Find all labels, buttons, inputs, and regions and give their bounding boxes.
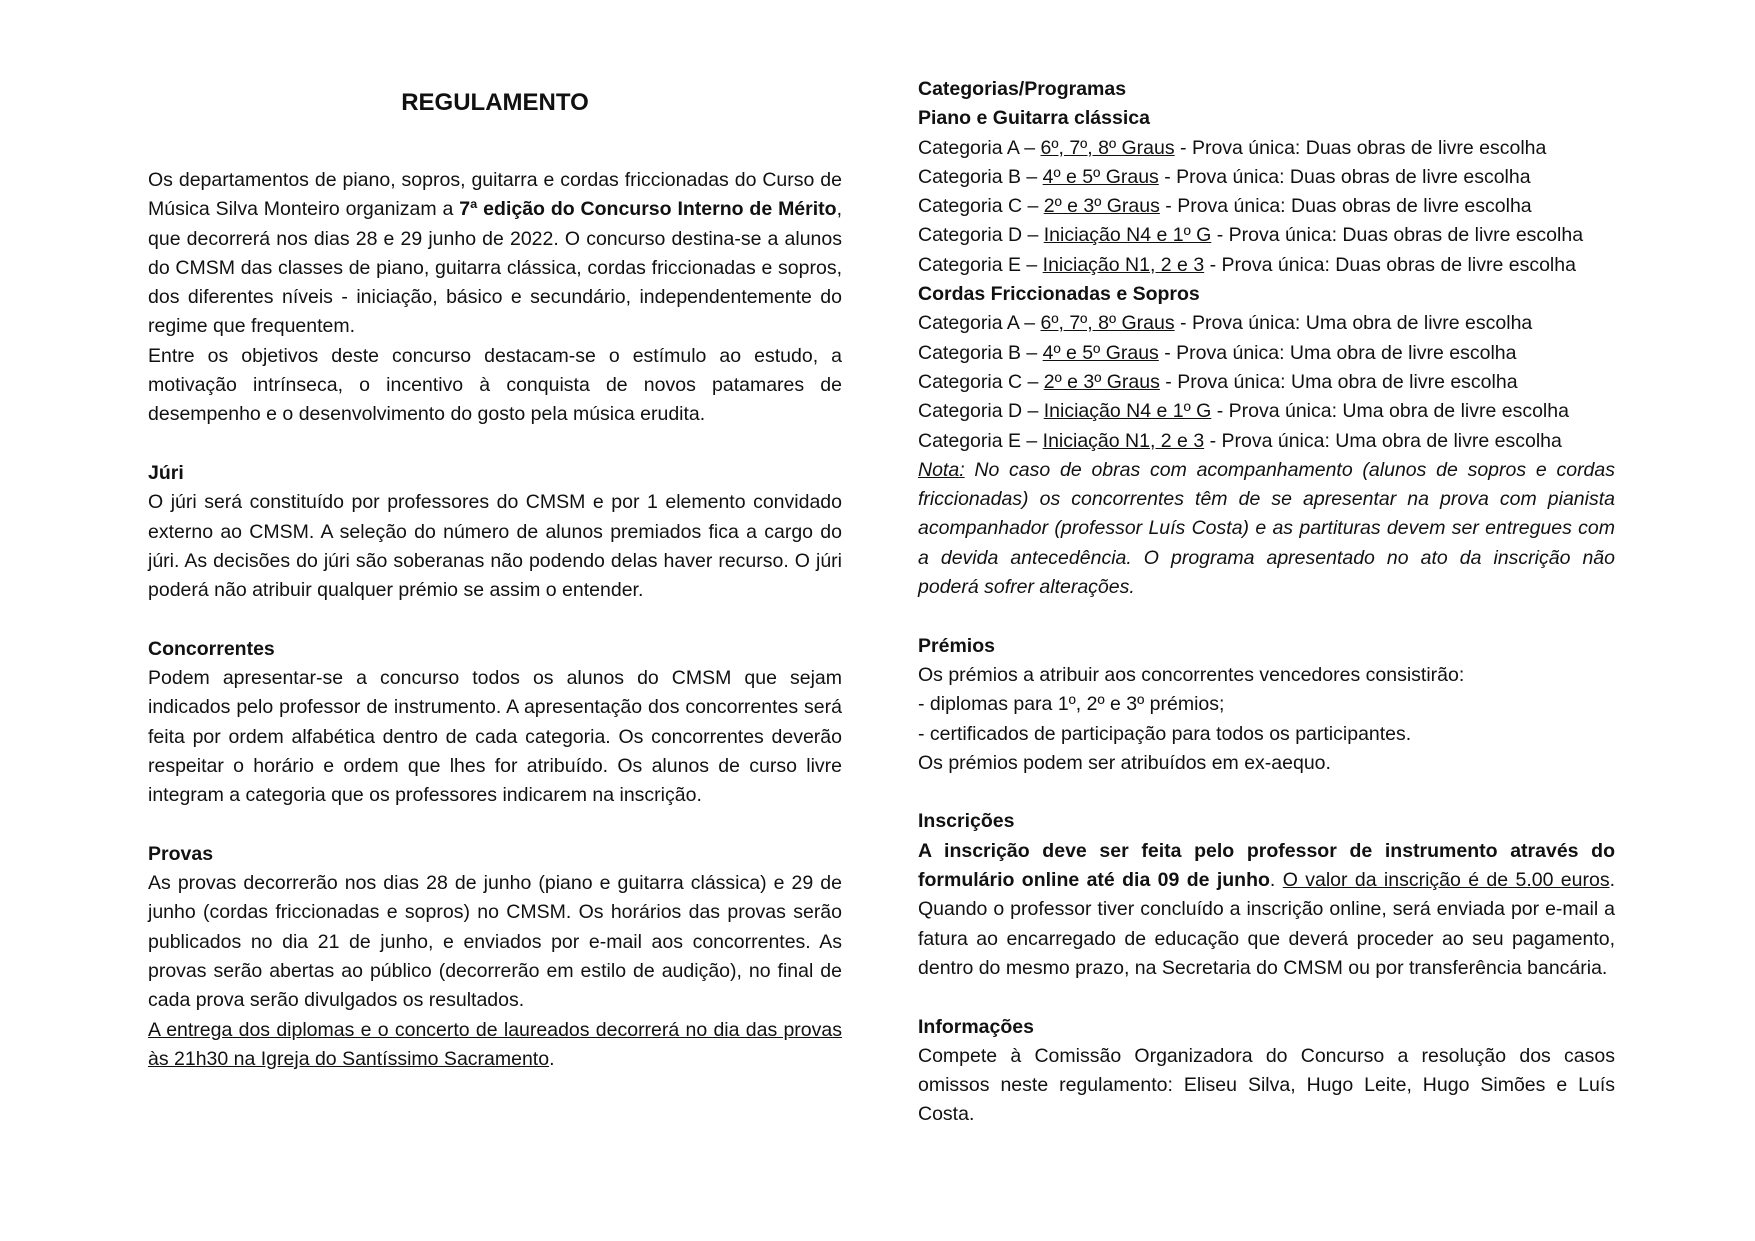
premios-line: - certificados de participação para todos os participantes. [918, 722, 1412, 745]
premios-heading: Prémios [918, 634, 995, 657]
objectives-paragraph: Entre os objetivos deste concurso destacam-se o estímulo ao estudo, a motivação intrínseca, o incentivo à conquista de novos patamares de desempenho e o desenvolvimento do gosto pela música erudita. [148, 344, 842, 426]
informacoes-heading: Informações [918, 1015, 1034, 1038]
piano-category-list [918, 134, 1615, 280]
premios-line: Os prémios a atribuir aos concorrentes vencedores consistirão: [918, 663, 1465, 686]
right-column [918, 75, 1615, 1130]
category-level: 4º e 5º Graus [1042, 165, 1159, 188]
category-line: Categoria D – Iniciação N4 e 1º G - Prova única: Uma obra de livre escolha [918, 400, 1569, 423]
page-title: REGULAMENTO [401, 89, 589, 116]
category-line: Categoria B – 4º e 5º Graus - Prova única: Uma obra de livre escolha [918, 341, 1517, 364]
categorias-heading: Categorias/Programas [918, 78, 1127, 100]
category-level: Iniciação N4 e 1º G [1043, 400, 1212, 423]
category-level: 6º, 7º, 8º Graus [1040, 312, 1175, 335]
category-level: Iniciação N4 e 1º G [1043, 224, 1212, 247]
premios-line: Os prémios podem ser atribuídos em ex-aequo. [918, 751, 1331, 774]
category-line: Categoria C – 2º e 3º Graus - Prova única: Duas obras de livre escolha [918, 195, 1532, 218]
fee-underlined: O valor da inscrição é de 5.00 euros [1282, 869, 1610, 892]
category-level: Iniciação N1, 2 e 3 [1042, 429, 1205, 452]
category-level: Iniciação N1, 2 e 3 [1042, 253, 1205, 276]
category-line: Categoria A – 6º, 7º, 8º Graus - Prova única: Duas obras de livre escolha [918, 136, 1547, 159]
concorrentes-heading: Concorrentes [148, 637, 275, 660]
category-line: Categoria A – 6º, 7º, 8º Graus - Prova única: Uma obra de livre escolha [918, 312, 1533, 335]
category-level: 2º e 3º Graus [1043, 370, 1160, 393]
inscricoes-text: A inscrição deve ser feita pelo professor de instrumento através do formulário online até dia 09 de junho. O valor da inscrição é de 5.00 euros. Quando o professor tiver concluído a inscrição online, será enviada por e-mail a fatura ao encarregado de educação que deverá proceder ao seu pagamento, dentro do mesmo prazo, na Secretaria do CMSM ou por transferência bancária. [918, 839, 1616, 979]
juri-text: O júri será constituído por professores do CMSM e por 1 elemento convidado externo ao CMSM. A seleção do número de alunos premiados fica a cargo do júri. As decisões do júri são soberanas não podendo delas haver recurso. O júri poderá não atribuir qualquer prémio se assim o entender. [148, 491, 842, 602]
nota-label: Nota: [918, 458, 965, 481]
cordas-heading: Cordas Friccionadas e Sopros [918, 283, 1200, 306]
provas-heading: Provas [148, 842, 214, 865]
intro-paragraph: Os departamentos de piano, sopros, guitarra e cordas friccionadas do Curso de Música Silva Monteiro organizam a 7ª edição do Concurso Interno de Mérito, que decorrerá nos dias 28 e 29 junho de 2022. O concurso destina-se a alunos do CMSM das classes de piano, guitarra clássica, cordas friccionadas e sopros, dos diferentes níveis - iniciação, básico e secundário, independentemente do regime que frequentem. [148, 169, 842, 338]
provas-ceremony: A entrega dos diplomas e o concerto de laureados decorrerá no dia das provas às 21h30 na Igreja do Santíssimo Sacramento. [148, 1018, 842, 1070]
category-line: Categoria C – 2º e 3º Graus - Prova única: Uma obra de livre escolha [918, 370, 1518, 393]
category-line: Categoria E – Iniciação N1, 2 e 3 - Prova única: Uma obra de livre escolha [918, 429, 1562, 452]
inscricoes-heading: Inscrições [918, 810, 1015, 833]
nota-paragraph: Nota: No caso de obras com acompanhamento (alunos de sopros e cordas friccionadas) os concorrentes têm de se apresentar na prova com pianista acompanhador (professor Luís Costa) e as partituras devem ser entregues com a devida antecedência. O programa apresentado no ato da inscrição não poderá sofrer alterações. [918, 458, 1615, 599]
category-level: 4º e 5º Graus [1042, 341, 1159, 364]
provas-text: As provas decorrerão nos dias 28 de junho (piano e guitarra clássica) e 29 de junho (cordas friccionadas e sopros) no CMSM. Os horários das provas serão publicados no dia 21 de junho, e enviados por e-mail aos concorrentes. As provas serão abertas ao público (decorrerão em estilo de audição), no final de cada prova serão divulgados os resultados. [148, 872, 842, 1012]
cordas-category-list [918, 309, 1615, 455]
concorrentes-text: Podem apresentar-se a concurso todos os alunos do CMSM que sejam indicados pelo professor de instrumento. A apresentação dos concorrentes será feita por ordem alfabética dentro de cada categoria. Os concorrentes deverão respeitar o horário e ordem que lhes for atribuído. Os alunos de curso livre integram a categoria que os professores indicarem na inscrição. [148, 667, 842, 807]
category-level: 2º e 3º Graus [1043, 195, 1160, 218]
category-level: 6º, 7º, 8º Graus [1040, 136, 1175, 159]
category-line: Categoria D – Iniciação N4 e 1º G - Prova única: Duas obras de livre escolha [918, 224, 1584, 247]
category-line: Categoria B – 4º e 5º Graus - Prova única: Duas obras de livre escolha [918, 165, 1531, 188]
ceremony-underlined: A entrega dos diplomas e o concerto de laureados decorrerá no dia das provas às 21h30 na Igreja do Santíssimo Sacramento [148, 1018, 842, 1070]
left-column [148, 166, 842, 1074]
inscricoes-bold: A inscrição deve ser feita pelo professor de instrumento através do formulário online até dia 09 de junho [918, 839, 1615, 892]
edition-name: 7ª edição do Concurso Interno de Mérito [459, 198, 837, 221]
informacoes-text: Compete à Comissão Organizadora do Concurso a resolução dos casos omissos neste regulamento: Eliseu Silva, Hugo Leite, Hugo Simões e Luís Costa. [918, 1044, 1615, 1126]
juri-heading: Júri [148, 461, 184, 484]
category-line: Categoria E – Iniciação N1, 2 e 3 - Prova única: Duas obras de livre escolha [918, 253, 1576, 276]
piano-heading: Piano e Guitarra clássica [918, 107, 1150, 130]
premios-line: - diplomas para 1º, 2º e 3º prémios; [918, 693, 1225, 716]
